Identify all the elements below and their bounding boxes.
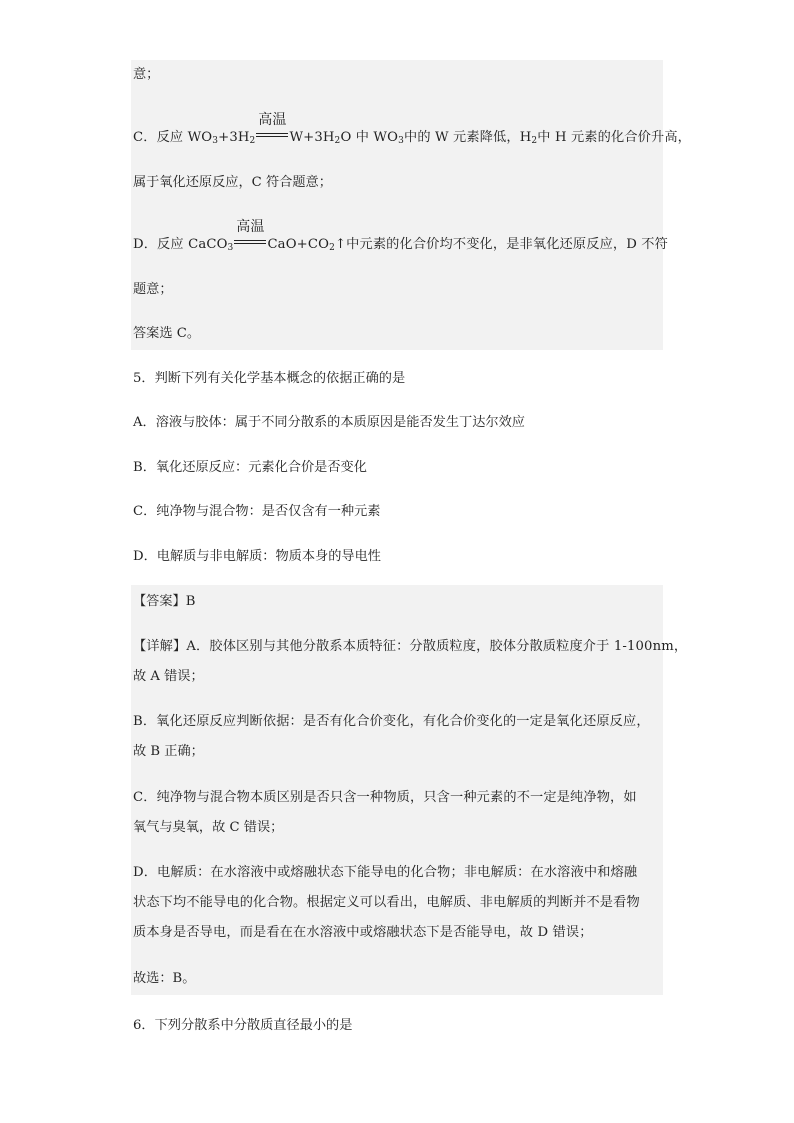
detail-line: 氧气与臭氧，故 C 错误； bbox=[133, 820, 284, 835]
option-d: D．电解质与非电解质：物质本身的导电性 bbox=[133, 549, 381, 564]
detail-line: C．纯净物与混合物本质区别是否只含一种物质，只含一种元素的不一定是纯净物，如 bbox=[133, 790, 637, 805]
detail-line: 状态下均不能导电的化合物。根据定义可以看出，电解质、非电解质的判断并不是看物 bbox=[133, 895, 640, 910]
question-stem: 6．下列分散系中分散质直径最小的是 bbox=[133, 1018, 353, 1033]
solution-line: 属于氧化还原反应，C 符合题意； bbox=[133, 175, 332, 190]
option-a: A．溶液与胶体：属于不同分散系的本质原因是能否发生丁达尔效应 bbox=[133, 415, 525, 430]
detail-line: 故 A 错误； bbox=[133, 669, 204, 684]
detail-line: B．氧化还原反应判断依据：是否有化合价变化，有化合价变化的一定是氧化还原反应， bbox=[133, 714, 650, 729]
option-c: C．纯净物与混合物：是否仅含有一种元素 bbox=[133, 504, 381, 519]
reaction-condition-arrow: 高温 bbox=[256, 129, 288, 141]
detail-line: 故选：B。 bbox=[133, 971, 196, 986]
question-stem: 5．判断下列有关化学基本概念的依据正确的是 bbox=[133, 371, 406, 386]
detail-line: 故 B 正确； bbox=[133, 744, 204, 759]
solution-line: 意； bbox=[133, 67, 160, 82]
detail-line: D．电解质：在水溶液中或熔融状态下能导电的化合物；非电解质：在水溶液中和熔融 bbox=[133, 865, 638, 880]
option-b: B．氧化还原反应：元素化合价是否变化 bbox=[133, 460, 367, 475]
answer-label: 【答案】B bbox=[133, 594, 196, 609]
detail-line: 【详解】A．胶体区别与其他分散系本质特征：分散质粒度，胶体分散质粒度介于 1-100nm， bbox=[133, 639, 688, 654]
answer-line: 答案选 C。 bbox=[133, 326, 201, 341]
option-c-explanation: C．反应 $WO_3+3H_2$ 高温 $W+3H_2O$ 中 $WO_3$中的 W 元素降低，$H_2$中 H 元素的化合价升高， bbox=[133, 112, 691, 146]
solution-line: 题意； bbox=[133, 282, 173, 297]
reaction-condition-arrow: 高温 bbox=[234, 236, 266, 248]
option-d-explanation: D．反应 CaCO$_3$ 高温 $CaO+CO_2↑$中元素的化合价均不变化，是非氧化还原反应，D 不符 bbox=[133, 219, 668, 253]
detail-line: 质本身是否导电，而是看在在水溶液中或熔融状态下是否能导电，故 D 错误； bbox=[133, 925, 593, 940]
solution-block-shade-1 bbox=[131, 60, 663, 350]
